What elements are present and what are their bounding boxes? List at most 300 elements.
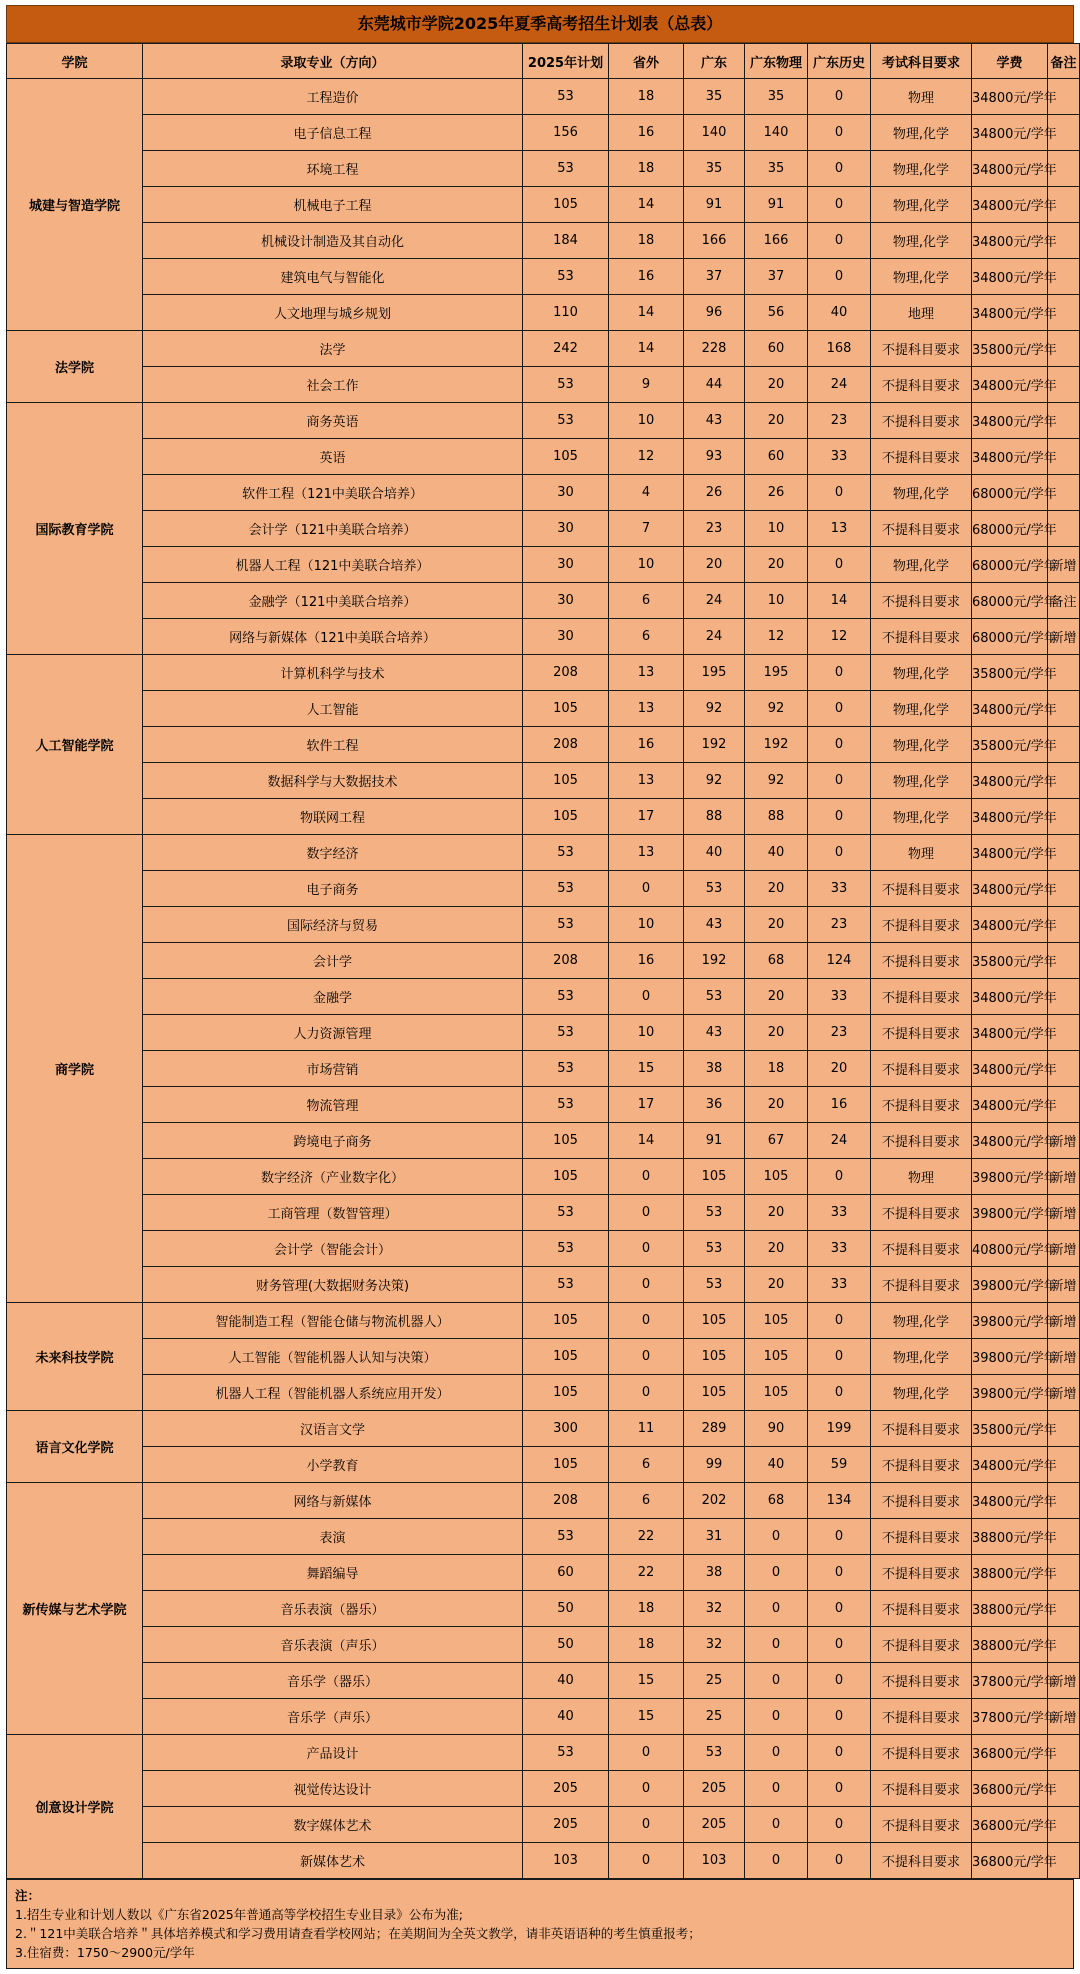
- table-row: [7, 1663, 1080, 1699]
- subject-requirement-cell: 物理,化学: [871, 655, 972, 691]
- plan-2025-cell: 53: [523, 367, 609, 403]
- out-of-province-cell: 12: [609, 439, 684, 475]
- remark-cell: 新增: [1048, 1267, 1080, 1303]
- table-row: [7, 799, 1080, 835]
- guangdong-physics-cell: 0: [745, 1519, 808, 1555]
- school-name-cell: 国际教育学院: [7, 403, 143, 655]
- subject-requirement-cell: 物理,化学: [871, 727, 972, 763]
- plan-2025-cell: 40: [523, 1699, 609, 1735]
- remark-cell: 新增: [1048, 1339, 1080, 1375]
- subject-requirement-cell: 物理,化学: [871, 151, 972, 187]
- header-remark: 备注: [1048, 44, 1080, 79]
- major-cell: 机器人工程（智能机器人系统应用开发）: [143, 1375, 523, 1411]
- major-cell: 英语: [143, 439, 523, 475]
- header-plan-2025: 2025年计划: [523, 44, 609, 79]
- major-cell: 新媒体艺术: [143, 1843, 523, 1879]
- guangdong-history-cell: 0: [808, 259, 871, 295]
- plan-2025-cell: 208: [523, 655, 609, 691]
- guangdong-physics-cell: 0: [745, 1663, 808, 1699]
- guangdong-cell: 24: [684, 583, 745, 619]
- plan-2025-cell: 53: [523, 1051, 609, 1087]
- out-of-province-cell: 0: [609, 1267, 684, 1303]
- plan-2025-cell: 53: [523, 259, 609, 295]
- plan-2025-cell: 53: [523, 1087, 609, 1123]
- tuition-cell: 68000元/学年: [972, 547, 1048, 583]
- tuition-cell: 35800元/学年: [972, 1411, 1048, 1447]
- guangdong-cell: 25: [684, 1663, 745, 1699]
- table-row: [7, 691, 1080, 727]
- guangdong-physics-cell: 166: [745, 223, 808, 259]
- table-row: [7, 1555, 1080, 1591]
- plan-2025-cell: 208: [523, 727, 609, 763]
- out-of-province-cell: 0: [609, 1195, 684, 1231]
- guangdong-history-cell: 0: [808, 1699, 871, 1735]
- notes-section: [6, 1879, 1074, 1969]
- major-cell: 网络与新媒体: [143, 1483, 523, 1519]
- guangdong-history-cell: 33: [808, 1267, 871, 1303]
- table-row: [7, 511, 1080, 547]
- subject-requirement-cell: 不提科目要求: [871, 1663, 972, 1699]
- major-cell: 机械设计制造及其自动化: [143, 223, 523, 259]
- guangdong-history-cell: 20: [808, 1051, 871, 1087]
- tuition-cell: 37800元/学年: [972, 1699, 1048, 1735]
- subject-requirement-cell: 不提科目要求: [871, 1483, 972, 1519]
- guangdong-history-cell: 0: [808, 1303, 871, 1339]
- guangdong-physics-cell: 35: [745, 151, 808, 187]
- table-row: [7, 1195, 1080, 1231]
- tuition-cell: 68000元/学年: [972, 619, 1048, 655]
- major-cell: 商务英语: [143, 403, 523, 439]
- major-cell: 小学教育: [143, 1447, 523, 1483]
- guangdong-history-cell: 0: [808, 1159, 871, 1195]
- remark-cell: 新增: [1048, 619, 1080, 655]
- guangdong-history-cell: 0: [808, 1807, 871, 1843]
- major-cell: 音乐学（器乐）: [143, 1663, 523, 1699]
- subject-requirement-cell: 物理,化学: [871, 475, 972, 511]
- guangdong-physics-cell: 26: [745, 475, 808, 511]
- major-cell: 软件工程: [143, 727, 523, 763]
- guangdong-physics-cell: 60: [745, 331, 808, 367]
- subject-requirement-cell: 物理: [871, 1159, 972, 1195]
- table-row: [7, 1123, 1080, 1159]
- guangdong-history-cell: 0: [808, 655, 871, 691]
- table-row: [7, 1303, 1080, 1339]
- major-cell: 汉语言文学: [143, 1411, 523, 1447]
- table-row: [7, 1483, 1080, 1519]
- guangdong-physics-cell: 0: [745, 1735, 808, 1771]
- plan-2025-cell: 105: [523, 439, 609, 475]
- tuition-cell: 35800元/学年: [972, 331, 1048, 367]
- guangdong-physics-cell: 20: [745, 1267, 808, 1303]
- out-of-province-cell: 18: [609, 151, 684, 187]
- plan-2025-cell: 105: [523, 1447, 609, 1483]
- guangdong-cell: 53: [684, 1231, 745, 1267]
- plan-2025-cell: 103: [523, 1843, 609, 1879]
- major-cell: 工商管理（数智管理）: [143, 1195, 523, 1231]
- major-cell: 财务管理(大数据财务决策): [143, 1267, 523, 1303]
- out-of-province-cell: 16: [609, 943, 684, 979]
- tuition-cell: 34800元/学年: [972, 871, 1048, 907]
- guangdong-cell: 105: [684, 1303, 745, 1339]
- guangdong-history-cell: 0: [808, 727, 871, 763]
- school-name-cell: 新传媒与艺术学院: [7, 1483, 143, 1735]
- out-of-province-cell: 13: [609, 691, 684, 727]
- guangdong-physics-cell: 0: [745, 1771, 808, 1807]
- tuition-cell: 34800元/学年: [972, 1015, 1048, 1051]
- guangdong-physics-cell: 35: [745, 79, 808, 115]
- guangdong-cell: 105: [684, 1339, 745, 1375]
- guangdong-history-cell: 0: [808, 1627, 871, 1663]
- guangdong-physics-cell: 67: [745, 1123, 808, 1159]
- guangdong-cell: 53: [684, 1267, 745, 1303]
- major-cell: 物流管理: [143, 1087, 523, 1123]
- major-cell: 视觉传达设计: [143, 1771, 523, 1807]
- guangdong-history-cell: 0: [808, 799, 871, 835]
- guangdong-physics-cell: 20: [745, 403, 808, 439]
- subject-requirement-cell: 不提科目要求: [871, 1735, 972, 1771]
- guangdong-history-cell: 0: [808, 1843, 871, 1879]
- plan-2025-cell: 30: [523, 619, 609, 655]
- table-row: [7, 1447, 1080, 1483]
- guangdong-history-cell: 0: [808, 1375, 871, 1411]
- table-row: [7, 331, 1080, 367]
- guangdong-history-cell: 0: [808, 1771, 871, 1807]
- table-row: [7, 79, 1080, 115]
- subject-requirement-cell: 不提科目要求: [871, 1195, 972, 1231]
- guangdong-cell: 32: [684, 1627, 745, 1663]
- major-cell: 建筑电气与智能化: [143, 259, 523, 295]
- table-row: [7, 871, 1080, 907]
- major-cell: 软件工程（121中美联合培养）: [143, 475, 523, 511]
- guangdong-physics-cell: 20: [745, 1015, 808, 1051]
- header-school: 学院: [7, 44, 143, 79]
- guangdong-physics-cell: 192: [745, 727, 808, 763]
- tuition-cell: 35800元/学年: [972, 943, 1048, 979]
- guangdong-cell: 99: [684, 1447, 745, 1483]
- school-name-cell: 城建与智造学院: [7, 79, 143, 331]
- guangdong-physics-cell: 68: [745, 1483, 808, 1519]
- out-of-province-cell: 0: [609, 1303, 684, 1339]
- table-row: [7, 1087, 1080, 1123]
- table-row: [7, 1843, 1080, 1879]
- guangdong-physics-cell: 10: [745, 511, 808, 547]
- header-guangdong-history: 广东历史: [808, 44, 871, 79]
- header-subject-requirement: 考试科目要求: [871, 44, 972, 79]
- table-row: [7, 439, 1080, 475]
- subject-requirement-cell: 不提科目要求: [871, 871, 972, 907]
- plan-2025-cell: 105: [523, 1123, 609, 1159]
- guangdong-physics-cell: 60: [745, 439, 808, 475]
- out-of-province-cell: 16: [609, 259, 684, 295]
- plan-2025-cell: 53: [523, 1015, 609, 1051]
- subject-requirement-cell: 物理: [871, 79, 972, 115]
- guangdong-physics-cell: 20: [745, 1195, 808, 1231]
- guangdong-cell: 53: [684, 1195, 745, 1231]
- tuition-cell: 39800元/学年: [972, 1375, 1048, 1411]
- guangdong-physics-cell: 20: [745, 1231, 808, 1267]
- plan-2025-cell: 30: [523, 583, 609, 619]
- tuition-cell: 34800元/学年: [972, 151, 1048, 187]
- remark-cell: 新增: [1048, 1231, 1080, 1267]
- guangdong-physics-cell: 0: [745, 1555, 808, 1591]
- guangdong-physics-cell: 105: [745, 1303, 808, 1339]
- plan-2025-cell: 30: [523, 547, 609, 583]
- guangdong-cell: 32: [684, 1591, 745, 1627]
- plan-2025-cell: 110: [523, 295, 609, 331]
- tuition-cell: 39800元/学年: [972, 1339, 1048, 1375]
- subject-requirement-cell: 不提科目要求: [871, 439, 972, 475]
- major-cell: 人力资源管理: [143, 1015, 523, 1051]
- guangdong-physics-cell: 90: [745, 1411, 808, 1447]
- guangdong-history-cell: 33: [808, 1231, 871, 1267]
- out-of-province-cell: 14: [609, 1123, 684, 1159]
- school-name-cell: 语言文化学院: [7, 1411, 143, 1483]
- guangdong-cell: 25: [684, 1699, 745, 1735]
- plan-2025-cell: 205: [523, 1771, 609, 1807]
- guangdong-history-cell: 0: [808, 1735, 871, 1771]
- plan-2025-cell: 208: [523, 943, 609, 979]
- out-of-province-cell: 10: [609, 403, 684, 439]
- tuition-cell: 68000元/学年: [972, 511, 1048, 547]
- guangdong-cell: 44: [684, 367, 745, 403]
- guangdong-physics-cell: 68: [745, 943, 808, 979]
- guangdong-cell: 20: [684, 547, 745, 583]
- plan-2025-cell: 30: [523, 511, 609, 547]
- guangdong-cell: 205: [684, 1807, 745, 1843]
- guangdong-cell: 93: [684, 439, 745, 475]
- subject-requirement-cell: 不提科目要求: [871, 1591, 972, 1627]
- out-of-province-cell: 14: [609, 331, 684, 367]
- major-cell: 计算机科学与技术: [143, 655, 523, 691]
- enrollment-plan-table: [6, 43, 1080, 1879]
- guangdong-cell: 35: [684, 79, 745, 115]
- remark-cell: 备注: [1048, 583, 1080, 619]
- tuition-cell: 68000元/学年: [972, 475, 1048, 511]
- out-of-province-cell: 22: [609, 1519, 684, 1555]
- header-major: 录取专业（方向）: [143, 44, 523, 79]
- guangdong-history-cell: 24: [808, 367, 871, 403]
- major-cell: 电子信息工程: [143, 115, 523, 151]
- out-of-province-cell: 7: [609, 511, 684, 547]
- table-row: [7, 655, 1080, 691]
- guangdong-history-cell: 33: [808, 439, 871, 475]
- tuition-cell: 39800元/学年: [972, 1159, 1048, 1195]
- major-cell: 产品设计: [143, 1735, 523, 1771]
- plan-2025-cell: 205: [523, 1807, 609, 1843]
- plan-2025-cell: 242: [523, 331, 609, 367]
- tuition-cell: 34800元/学年: [972, 403, 1048, 439]
- tuition-cell: 39800元/学年: [972, 1303, 1048, 1339]
- tuition-cell: 34800元/学年: [972, 187, 1048, 223]
- guangdong-cell: 205: [684, 1771, 745, 1807]
- plan-2025-cell: 300: [523, 1411, 609, 1447]
- out-of-province-cell: 6: [609, 1447, 684, 1483]
- guangdong-history-cell: 0: [808, 1663, 871, 1699]
- plan-2025-cell: 53: [523, 979, 609, 1015]
- table-row: [7, 583, 1080, 619]
- plan-2025-cell: 53: [523, 79, 609, 115]
- table-row: [7, 295, 1080, 331]
- header-row: [7, 44, 1080, 79]
- table-row: [7, 1411, 1080, 1447]
- table-row: [7, 1267, 1080, 1303]
- guangdong-physics-cell: 140: [745, 115, 808, 151]
- remark-cell: 新增: [1048, 1699, 1080, 1735]
- subject-requirement-cell: 不提科目要求: [871, 1231, 972, 1267]
- note-line: 2.＂121中美联合培养＂具体培养模式和学习费用请查看学校网站；在美期间为全英文教学，请非英语语种的考生慎重报考；: [15, 1926, 701, 1941]
- tuition-cell: 34800元/学年: [972, 367, 1048, 403]
- note-line: 3.住宿费：1750～2900元/学年: [15, 1945, 195, 1960]
- plan-2025-cell: 60: [523, 1555, 609, 1591]
- table-row: [7, 1807, 1080, 1843]
- guangdong-cell: 228: [684, 331, 745, 367]
- tuition-cell: 36800元/学年: [972, 1807, 1048, 1843]
- subject-requirement-cell: 物理,化学: [871, 547, 972, 583]
- major-cell: 表演: [143, 1519, 523, 1555]
- major-cell: 数据科学与大数据技术: [143, 763, 523, 799]
- guangdong-history-cell: 0: [808, 223, 871, 259]
- out-of-province-cell: 14: [609, 295, 684, 331]
- tuition-cell: 34800元/学年: [972, 1483, 1048, 1519]
- tuition-cell: 35800元/学年: [972, 727, 1048, 763]
- guangdong-cell: 53: [684, 871, 745, 907]
- guangdong-history-cell: 0: [808, 151, 871, 187]
- guangdong-history-cell: 0: [808, 691, 871, 727]
- out-of-province-cell: 17: [609, 799, 684, 835]
- guangdong-cell: 96: [684, 295, 745, 331]
- header-guangdong-physics: 广东物理: [745, 44, 808, 79]
- major-cell: 金融学: [143, 979, 523, 1015]
- out-of-province-cell: 0: [609, 1771, 684, 1807]
- tuition-cell: 40800元/学年: [972, 1231, 1048, 1267]
- guangdong-history-cell: 33: [808, 1195, 871, 1231]
- guangdong-history-cell: 0: [808, 187, 871, 223]
- out-of-province-cell: 0: [609, 1807, 684, 1843]
- table-row: [7, 1375, 1080, 1411]
- guangdong-cell: 24: [684, 619, 745, 655]
- subject-requirement-cell: 不提科目要求: [871, 1087, 972, 1123]
- out-of-province-cell: 13: [609, 835, 684, 871]
- guangdong-cell: 289: [684, 1411, 745, 1447]
- major-cell: 会计学（121中美联合培养）: [143, 511, 523, 547]
- school-name-cell: 商学院: [7, 835, 143, 1303]
- tuition-cell: 34800元/学年: [972, 1051, 1048, 1087]
- table-row: [7, 547, 1080, 583]
- remark-cell: 新增: [1048, 1123, 1080, 1159]
- guangdong-cell: 92: [684, 691, 745, 727]
- plan-2025-cell: 105: [523, 799, 609, 835]
- table-row: [7, 187, 1080, 223]
- out-of-province-cell: 10: [609, 1015, 684, 1051]
- guangdong-physics-cell: 105: [745, 1339, 808, 1375]
- guangdong-cell: 91: [684, 187, 745, 223]
- plan-2025-cell: 40: [523, 1663, 609, 1699]
- guangdong-cell: 53: [684, 1735, 745, 1771]
- guangdong-physics-cell: 18: [745, 1051, 808, 1087]
- major-cell: 数字经济（产业数字化）: [143, 1159, 523, 1195]
- major-cell: 金融学（121中美联合培养）: [143, 583, 523, 619]
- major-cell: 会计学: [143, 943, 523, 979]
- notes-heading: 注：: [15, 1888, 41, 1903]
- major-cell: 跨境电子商务: [143, 1123, 523, 1159]
- guangdong-history-cell: 134: [808, 1483, 871, 1519]
- out-of-province-cell: 0: [609, 979, 684, 1015]
- table-row: [7, 1015, 1080, 1051]
- subject-requirement-cell: 物理,化学: [871, 1303, 972, 1339]
- table-row: [7, 619, 1080, 655]
- out-of-province-cell: 0: [609, 1735, 684, 1771]
- major-cell: 音乐表演（器乐）: [143, 1591, 523, 1627]
- out-of-province-cell: 16: [609, 115, 684, 151]
- guangdong-history-cell: 0: [808, 763, 871, 799]
- subject-requirement-cell: 物理,化学: [871, 223, 972, 259]
- out-of-province-cell: 13: [609, 655, 684, 691]
- tuition-cell: 36800元/学年: [972, 1735, 1048, 1771]
- tuition-cell: 38800元/学年: [972, 1519, 1048, 1555]
- major-cell: 市场营销: [143, 1051, 523, 1087]
- major-cell: 会计学（智能会计）: [143, 1231, 523, 1267]
- table-row: [7, 943, 1080, 979]
- out-of-province-cell: 6: [609, 619, 684, 655]
- plan-2025-cell: 208: [523, 1483, 609, 1519]
- guangdong-cell: 192: [684, 943, 745, 979]
- major-cell: 法学: [143, 331, 523, 367]
- tuition-cell: 34800元/学年: [972, 799, 1048, 835]
- guangdong-physics-cell: 0: [745, 1807, 808, 1843]
- guangdong-cell: 43: [684, 403, 745, 439]
- guangdong-physics-cell: 56: [745, 295, 808, 331]
- out-of-province-cell: 15: [609, 1051, 684, 1087]
- table-body: [7, 79, 1080, 1879]
- plan-2025-cell: 53: [523, 1231, 609, 1267]
- guangdong-physics-cell: 37: [745, 259, 808, 295]
- guangdong-history-cell: 16: [808, 1087, 871, 1123]
- plan-2025-cell: 53: [523, 1735, 609, 1771]
- guangdong-history-cell: 23: [808, 1015, 871, 1051]
- major-cell: 数字经济: [143, 835, 523, 871]
- subject-requirement-cell: 不提科目要求: [871, 1519, 972, 1555]
- subject-requirement-cell: 物理,化学: [871, 799, 972, 835]
- subject-requirement-cell: 不提科目要求: [871, 619, 972, 655]
- out-of-province-cell: 10: [609, 907, 684, 943]
- tuition-cell: 34800元/学年: [972, 295, 1048, 331]
- guangdong-history-cell: 199: [808, 1411, 871, 1447]
- major-cell: 机器人工程（121中美联合培养）: [143, 547, 523, 583]
- guangdong-cell: 166: [684, 223, 745, 259]
- plan-2025-cell: 105: [523, 691, 609, 727]
- guangdong-physics-cell: 105: [745, 1375, 808, 1411]
- guangdong-cell: 43: [684, 907, 745, 943]
- guangdong-history-cell: 0: [808, 1339, 871, 1375]
- plan-2025-cell: 105: [523, 1159, 609, 1195]
- tuition-cell: 34800元/学年: [972, 115, 1048, 151]
- guangdong-history-cell: 12: [808, 619, 871, 655]
- guangdong-cell: 202: [684, 1483, 745, 1519]
- subject-requirement-cell: 物理: [871, 835, 972, 871]
- plan-2025-cell: 53: [523, 871, 609, 907]
- guangdong-cell: 195: [684, 655, 745, 691]
- plan-2025-cell: 156: [523, 115, 609, 151]
- plan-2025-cell: 53: [523, 1267, 609, 1303]
- table-row: [7, 1519, 1080, 1555]
- out-of-province-cell: 0: [609, 1159, 684, 1195]
- guangdong-cell: 105: [684, 1159, 745, 1195]
- tuition-cell: 39800元/学年: [972, 1195, 1048, 1231]
- out-of-province-cell: 0: [609, 1339, 684, 1375]
- subject-requirement-cell: 物理,化学: [871, 115, 972, 151]
- school-name-cell: 人工智能学院: [7, 655, 143, 835]
- guangdong-history-cell: 24: [808, 1123, 871, 1159]
